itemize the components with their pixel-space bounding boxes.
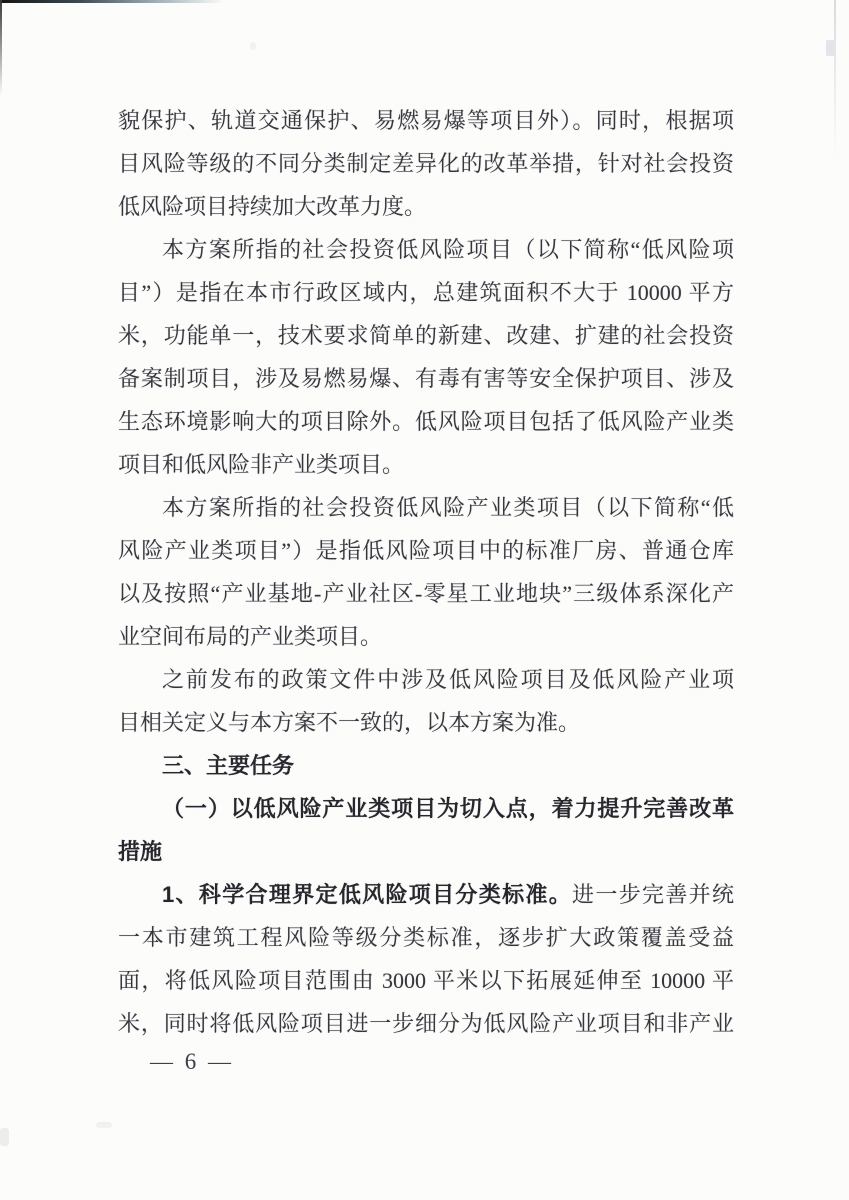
document-text-block <box>118 99 734 1045</box>
body-line: 貌保护、轨道交通保护、易燃易爆等项目外）。同时，根据项 <box>118 108 734 133</box>
body-line: 本方案所指的社会投资低风险项目（以下简称“低风险项 <box>162 237 734 262</box>
body-line: 风险产业类项目”）是指低风险项目中的标准厂房、普通仓库 <box>118 538 734 563</box>
subsection-heading-line: （一）以低风险产业类项目为切入点，着力提升完善改革 <box>162 796 734 821</box>
body-line: 目风险等级的不同分类制定差异化的改革举措，针对社会投资 <box>118 151 734 176</box>
body-line: 备案制项目，涉及易燃易爆、有毒有害等安全保护项目、涉及 <box>118 366 734 391</box>
body-line: 生态环境影响大的项目除外。低风险项目包括了低风险产业类 <box>118 409 734 434</box>
page-number: — 6 — <box>150 1049 234 1074</box>
body-line: 一本市建筑工程风险等级分类标准，逐步扩大政策覆盖受益 <box>118 925 734 950</box>
scan-artifact <box>0 0 224 3</box>
body-text: 进一步完善并统 <box>572 882 734 907</box>
subsection-heading-line: 措施 <box>118 839 163 864</box>
scan-artifact <box>0 0 2 96</box>
body-line: 本方案所指的社会投资低风险产业类项目（以下简称“低 <box>162 495 734 520</box>
body-line: 面，将低风险项目范围由 3000 平米以下拓展延伸至 10000 平 <box>118 968 734 993</box>
body-line <box>118 873 734 916</box>
body-line: 目相关定义与本方案不一致的，以本方案为准。 <box>118 710 581 735</box>
scan-artifact <box>826 40 836 56</box>
body-line: 目”）是指在本市行政区域内，总建筑面积不大于 10000 平方 <box>118 280 734 305</box>
task-item-title: 1、科学合理界定低风险项目分类标准。 <box>162 882 573 907</box>
body-line: 米，同时将低风险项目进一步细分为低风险产业项目和非产业 <box>118 1011 734 1036</box>
scan-artifact <box>96 1122 112 1128</box>
body-line: 之前发布的政策文件中涉及低风险项目及低风险产业项 <box>162 667 734 692</box>
body-line: 项目和低风险非产业类项目。 <box>118 452 405 477</box>
section-heading-line: 三、主要任务 <box>162 753 295 778</box>
scan-artifact <box>0 1128 9 1146</box>
body-line: 米，功能单一，技术要求简单的新建、改建、扩建的社会投资 <box>118 323 734 348</box>
scan-artifact <box>834 0 836 160</box>
body-line: 以及按照“产业基地-产业社区-零星工业地块”三级体系深化产 <box>118 581 734 606</box>
scan-artifact <box>250 42 256 50</box>
body-line: 低风险项目持续加大改革力度。 <box>118 194 427 219</box>
body-line: 业空间布局的产业类项目。 <box>118 624 383 649</box>
